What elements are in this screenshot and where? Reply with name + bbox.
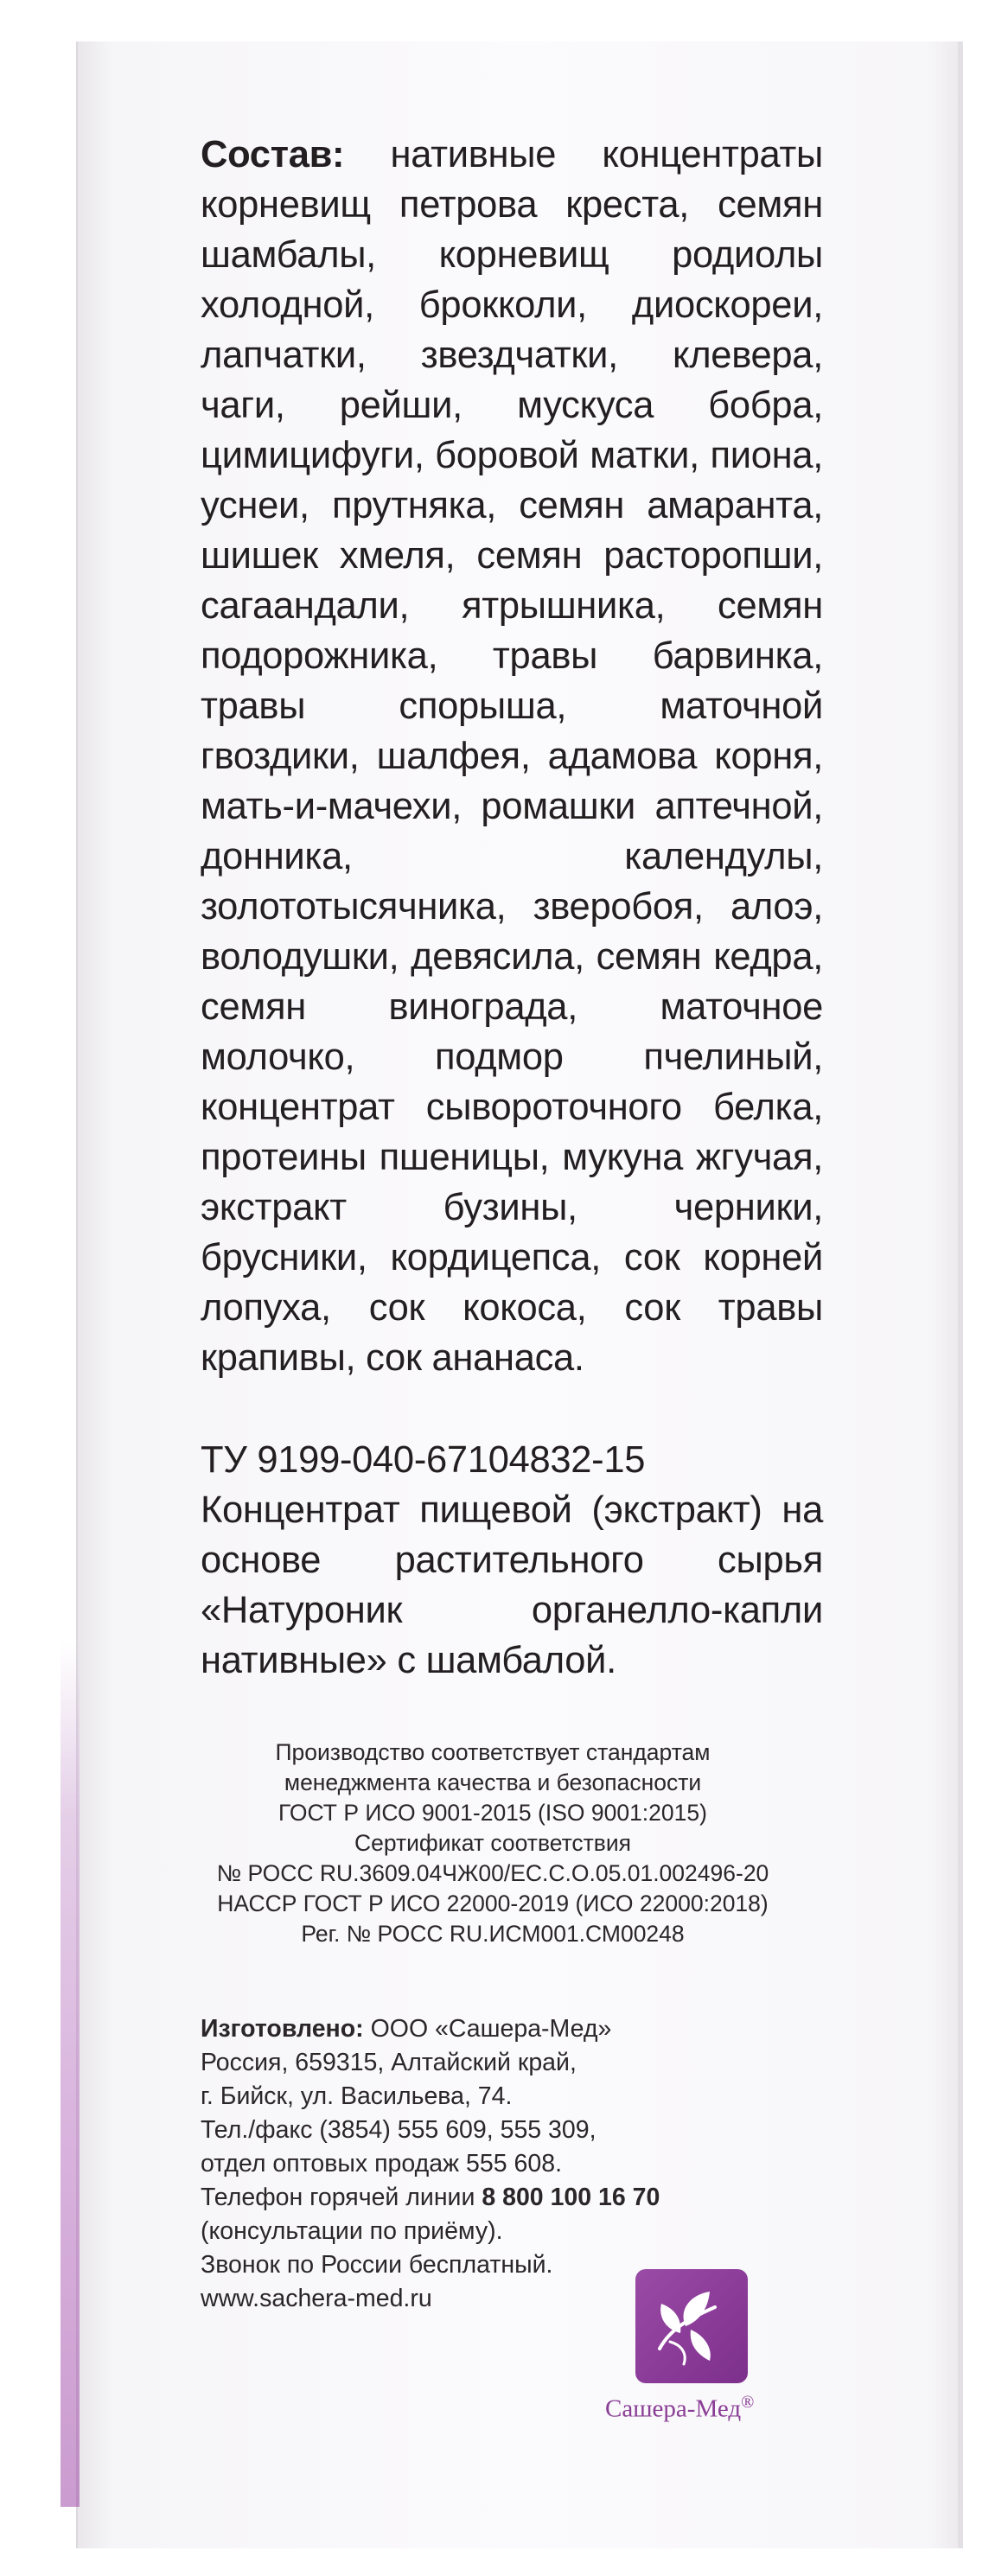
composition-ingredients: нативные концентраты корневищ петрова креста, семян шамбалы, корневищ родиолы холодной, брокколи, диоскореи, лапчатки, звездчатки, клевера, чаги, рейши, мускуса бобра, цимицифуги, боровой матки, пиона, уснеи, прутняка, семян амаранта, шишек хмеля, семян расторопши, сагаандали, ятрышника, семян подорожника, травы барвинка, травы спорыша, маточной гвоздики, шалфея, адамова корня, мать-и-мачехи, ромашки аптечной, донника, календулы, золототысячника, зверобоя, алоэ, володушки, девясила, семян кедра, семян винограда, маточное молочко, подмор пчелиный, концентрат сывороточного белка, протеины пшеницы, мукуна жгучая, экстракт бузины, черники, брусники, кордицепса, сок корней лопуха, сок кокоса, сок травы крапивы, сок ананаса. [201, 134, 823, 1379]
standards-line: менеджмента качества и безопасности [284, 1769, 702, 1795]
product-description [201, 1435, 823, 1686]
brand-logo-text [605, 2393, 778, 2424]
hotline-label: Телефон горячей линии [201, 2184, 475, 2211]
package-edge-accent [61, 1642, 80, 2507]
manufacturer-label: Изготовлено: [201, 2015, 364, 2043]
manufacturer-name: ООО «Сашера-Мед» [370, 2015, 612, 2043]
consult-note: (консультации по приёму). [201, 2217, 503, 2245]
brand-logo-icon [635, 2269, 748, 2383]
flower-leaf-icon [635, 2269, 748, 2383]
standards-line: НАССР ГОСТ Р ИСО 22000-2019 (ИСО 22000:2018) [217, 1891, 769, 1916]
manufacturer-address-2: г. Бийск, ул. Васильева, 74. [201, 2082, 513, 2110]
standards-line: Рег. № РОСС RU.ИСМ001.СМ00248 [301, 1921, 685, 1947]
website: www.sachera-med.ru [201, 2285, 432, 2312]
composition-label: Состав: [201, 134, 345, 175]
composition-text [201, 130, 823, 1383]
brand-name: Сашера-Мед [605, 2394, 742, 2423]
free-call-note: Звонок по России бесплатный. [201, 2251, 553, 2279]
manufacturer-line [201, 2012, 823, 2046]
standards-line: Производство соответствует стандартам [275, 1739, 711, 1765]
standards-line: ГОСТ Р ИСО 9001-2015 (ISO 9001:2015) [278, 1800, 707, 1826]
hotline-line [201, 2181, 823, 2215]
standards-line: Сертификат соответствия [354, 1830, 632, 1856]
product-description-text: Концентрат пищевой (экстракт) на основе растительного сырья «Натуроник органелло-капли нативные» с шамбалой. [201, 1489, 823, 1681]
standards-block [164, 1738, 821, 1949]
manufacturer-wholesale: отдел оптовых продаж 555 608. [201, 2150, 562, 2177]
hotline-number: 8 800 100 16 70 [482, 2184, 660, 2211]
package-right-edge [958, 41, 963, 2548]
registered-mark: ® [741, 2393, 755, 2412]
manufacturer-address-1: Россия, 659315, Алтайский край, [201, 2049, 577, 2076]
standards-line: № РОСС RU.3609.04ЧЖ00/ЕС.С.О.05.01.002496-20 [216, 1860, 769, 1886]
tu-code: ТУ 9199-040-67104832-15 [201, 1439, 646, 1481]
manufacturer-phone: Тел./факс (3854) 555 609, 555 309, [201, 2116, 597, 2144]
